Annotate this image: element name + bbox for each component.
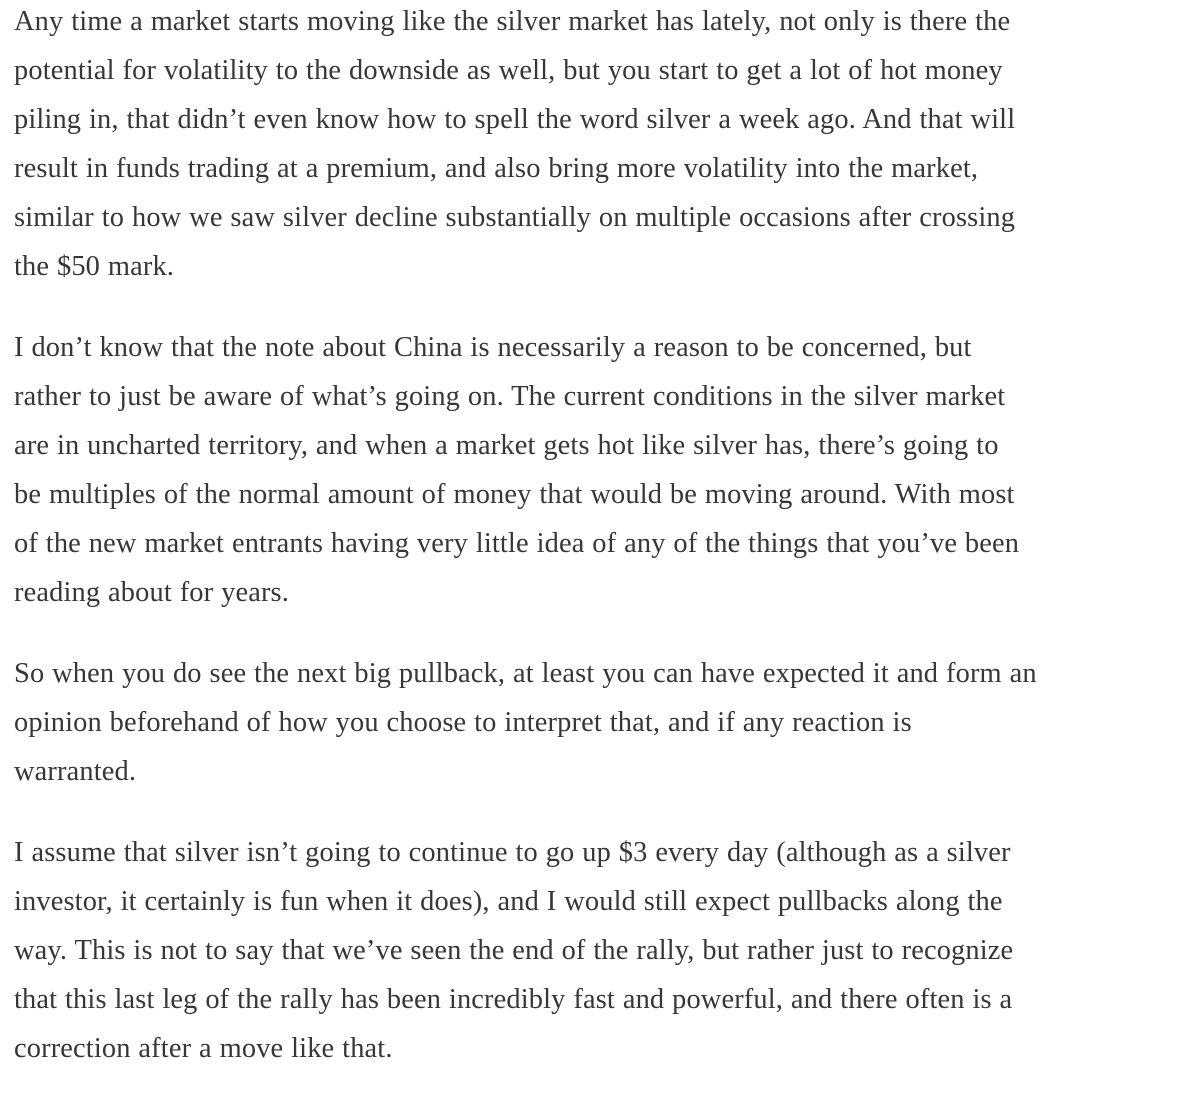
paragraph-line: opinion beforehand of how you choose to interpret that, and if any reaction is [14,707,912,738]
paragraph-line: of the new market entrants having very little idea of any of the things that you’ve been [14,528,1020,559]
paragraph-line: I don’t know that the note about China is necessarily a reason to be concerned, but [14,332,972,363]
paragraph-line: way. This is not to say that we’ve seen the end of the rally, but rather just to recognize [14,935,1014,966]
paragraph-line: So when you do see the next big pullback, at least you can have expected it and form an [14,658,1037,689]
paragraph-line: I assume that silver isn’t going to continue to go up $3 every day (although as a silver [14,837,1011,868]
paragraph-1 [14,0,1194,291]
paragraph-4 [14,828,1194,1073]
paragraph-line: piling in, that didn’t even know how to spell the word silver a week ago. And that will [14,104,1016,135]
paragraph-line: rather to just be aware of what’s going on. The current conditions in the silver market [14,381,1006,412]
paragraph-line: warranted. [14,756,137,787]
paragraph-2 [14,323,1194,617]
paragraph-line: potential for volatility to the downside as well, but you start to get a lot of hot money [14,55,1003,86]
paragraph-line: reading about for years. [14,577,289,608]
paragraph-line: similar to how we saw silver decline substantially on multiple occasions after crossing [14,202,1016,233]
paragraph-line: Any time a market starts moving like the silver market has lately, not only is there the [14,6,1011,37]
paragraph-line: correction after a move like that. [14,1033,393,1064]
paragraph-line: be multiples of the normal amount of money that would be moving around. With most [14,479,1015,510]
paragraph-line: the $50 mark. [14,251,175,282]
paragraph-line: result in funds trading at a premium, and also bring more volatility into the market, [14,153,979,184]
paragraph-line: investor, it certainly is fun when it does), and I would still expect pullbacks along the [14,886,1003,917]
article-body [14,0,1194,1073]
paragraph-line: that this last leg of the rally has been incredibly fast and powerful, and there often is a [14,984,1013,1015]
paragraph-3 [14,649,1194,796]
paragraph-line: are in uncharted territory, and when a market gets hot like silver has, there’s going to [14,430,999,461]
